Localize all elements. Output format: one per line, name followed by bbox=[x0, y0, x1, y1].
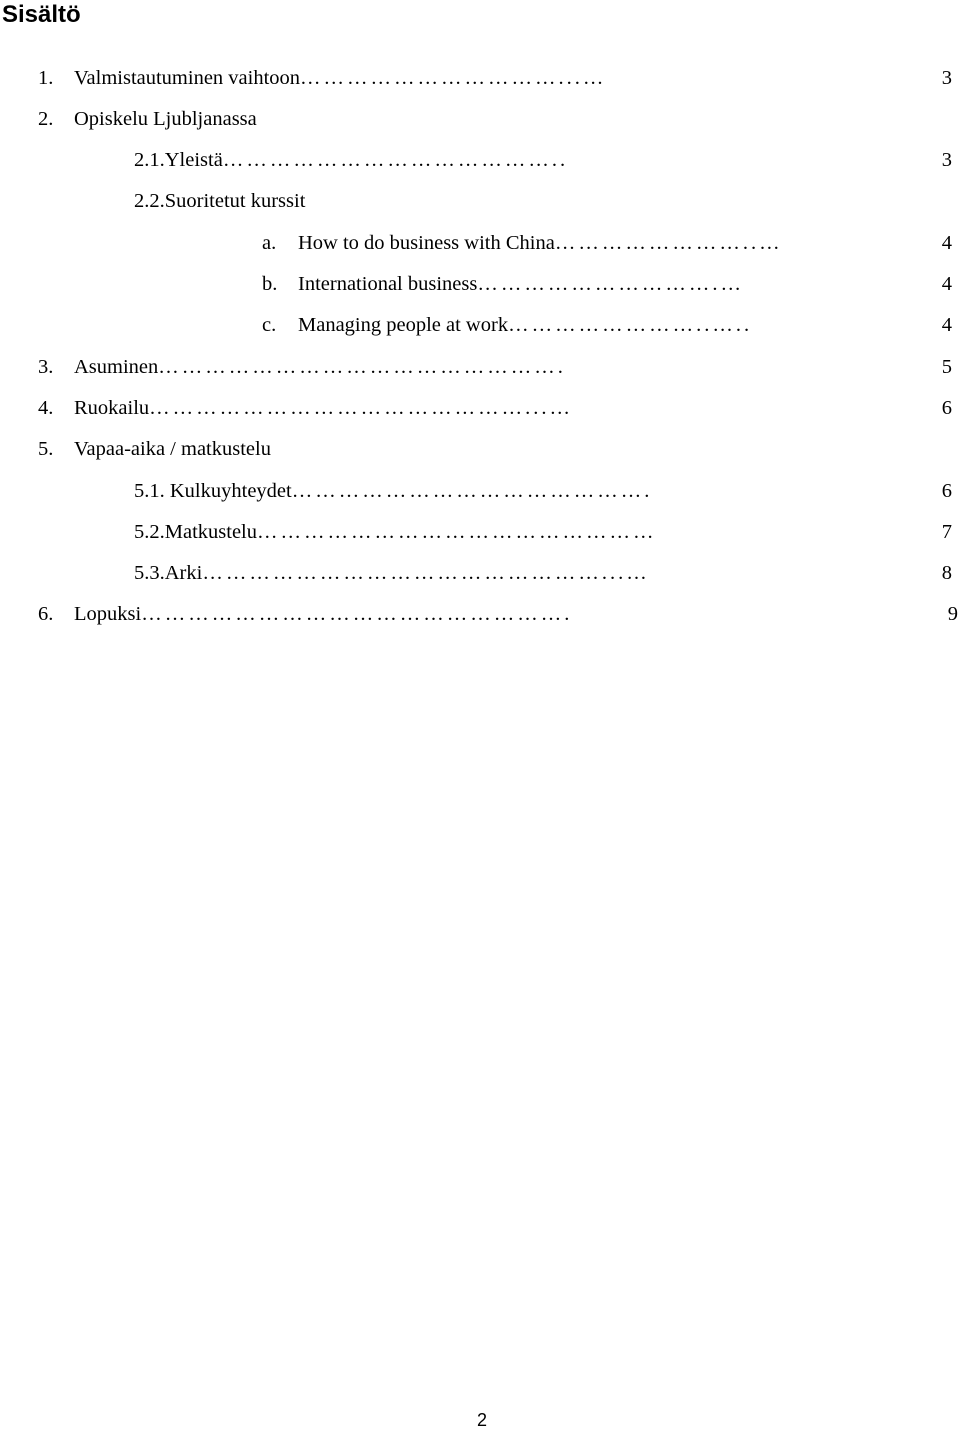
toc-entry-page: 7 bbox=[941, 521, 952, 543]
toc-entry-number: c. bbox=[262, 314, 277, 336]
toc-entry-2-2-c[interactable] bbox=[262, 312, 952, 338]
toc-entry-label: 5.2.Matkustelu bbox=[134, 521, 257, 543]
dot-leader: …………………………………….. bbox=[222, 149, 569, 171]
toc-entry-number: 3. bbox=[38, 356, 54, 378]
toc-entry-page: 4 bbox=[941, 232, 952, 254]
toc-entry-label: 5.1. Kulkuyhteydet bbox=[134, 480, 292, 502]
toc-entry-label: Opiskelu Ljubljanassa bbox=[74, 108, 257, 130]
dot-leader: ……………………………...… bbox=[300, 67, 607, 89]
toc-entry-label: Vapaa-aika / matkustelu bbox=[74, 438, 271, 460]
dot-leader: ………………………………………………. bbox=[141, 603, 573, 625]
toc-entry-3[interactable] bbox=[38, 354, 952, 380]
toc-entry-2-1[interactable] bbox=[134, 147, 952, 173]
toc-entry-label: 2.1.Yleistä bbox=[134, 149, 223, 171]
toc-entry-page: 5 bbox=[941, 356, 952, 378]
toc-entry-2-2-a[interactable] bbox=[262, 230, 952, 256]
toc-entry-page: 3 bbox=[941, 149, 952, 171]
toc-entry-page: 6 bbox=[941, 480, 952, 502]
toc-entry-5-3[interactable] bbox=[134, 560, 952, 586]
toc-entry-1[interactable] bbox=[38, 65, 952, 91]
toc-entry-label: How to do business with China bbox=[298, 232, 555, 254]
toc-entry-6[interactable] bbox=[38, 601, 958, 627]
toc-entry-label: International business bbox=[298, 273, 478, 295]
toc-entry-number: 6. bbox=[38, 603, 54, 625]
toc-entry-label: 5.3.Arki bbox=[134, 562, 203, 584]
toc-entry-page: 9 bbox=[947, 603, 958, 625]
toc-entry-5-1[interactable] bbox=[134, 478, 952, 504]
dot-leader: ………………………………………. bbox=[291, 480, 653, 502]
toc-entry-page: 3 bbox=[941, 67, 952, 89]
toc-entry-page: 6 bbox=[941, 397, 952, 419]
toc-entry-number: 4. bbox=[38, 397, 54, 419]
toc-entry-label: Ruokailu bbox=[74, 397, 150, 419]
toc-entry-number: 2. bbox=[38, 108, 54, 130]
toc-entry-2-2-b[interactable] bbox=[262, 271, 952, 297]
toc-entry-2[interactable] bbox=[38, 106, 952, 132]
toc-entry-number: 1. bbox=[38, 67, 54, 89]
dot-leader: ……………………………………………...… bbox=[202, 562, 650, 584]
toc-entry-label: 2.2.Suoritetut kurssit bbox=[134, 190, 306, 212]
toc-title: Sisältö bbox=[2, 1, 81, 28]
toc-entry-label: Managing people at work bbox=[298, 314, 509, 336]
toc-entry-label: Lopuksi bbox=[74, 603, 142, 625]
toc-entry-4[interactable] bbox=[38, 395, 952, 421]
toc-entry-number: 5. bbox=[38, 438, 54, 460]
toc-entry-5[interactable] bbox=[38, 436, 952, 462]
toc-entry-2-2[interactable] bbox=[134, 188, 952, 214]
toc-entry-number: b. bbox=[262, 273, 278, 295]
toc-entry-label: Asuminen bbox=[74, 356, 159, 378]
toc-entry-5-2[interactable] bbox=[134, 519, 952, 545]
dot-leader: …………………………………………...… bbox=[149, 397, 574, 419]
toc-entry-number: a. bbox=[262, 232, 277, 254]
page-number: 2 bbox=[476, 1410, 487, 1430]
dot-leader: ……………………..….. bbox=[508, 314, 753, 336]
toc-entry-page: 4 bbox=[941, 314, 952, 336]
dot-leader: …………………………………………… bbox=[257, 521, 657, 543]
toc-entry-label: Valmistautuminen vaihtoon bbox=[74, 67, 301, 89]
dot-leader: ………………………….… bbox=[477, 273, 744, 295]
dot-leader: ……………………..… bbox=[554, 232, 783, 254]
toc-entry-page: 4 bbox=[941, 273, 952, 295]
dot-leader: ……………………………………………. bbox=[158, 356, 566, 378]
toc-entry-page: 8 bbox=[941, 562, 952, 584]
